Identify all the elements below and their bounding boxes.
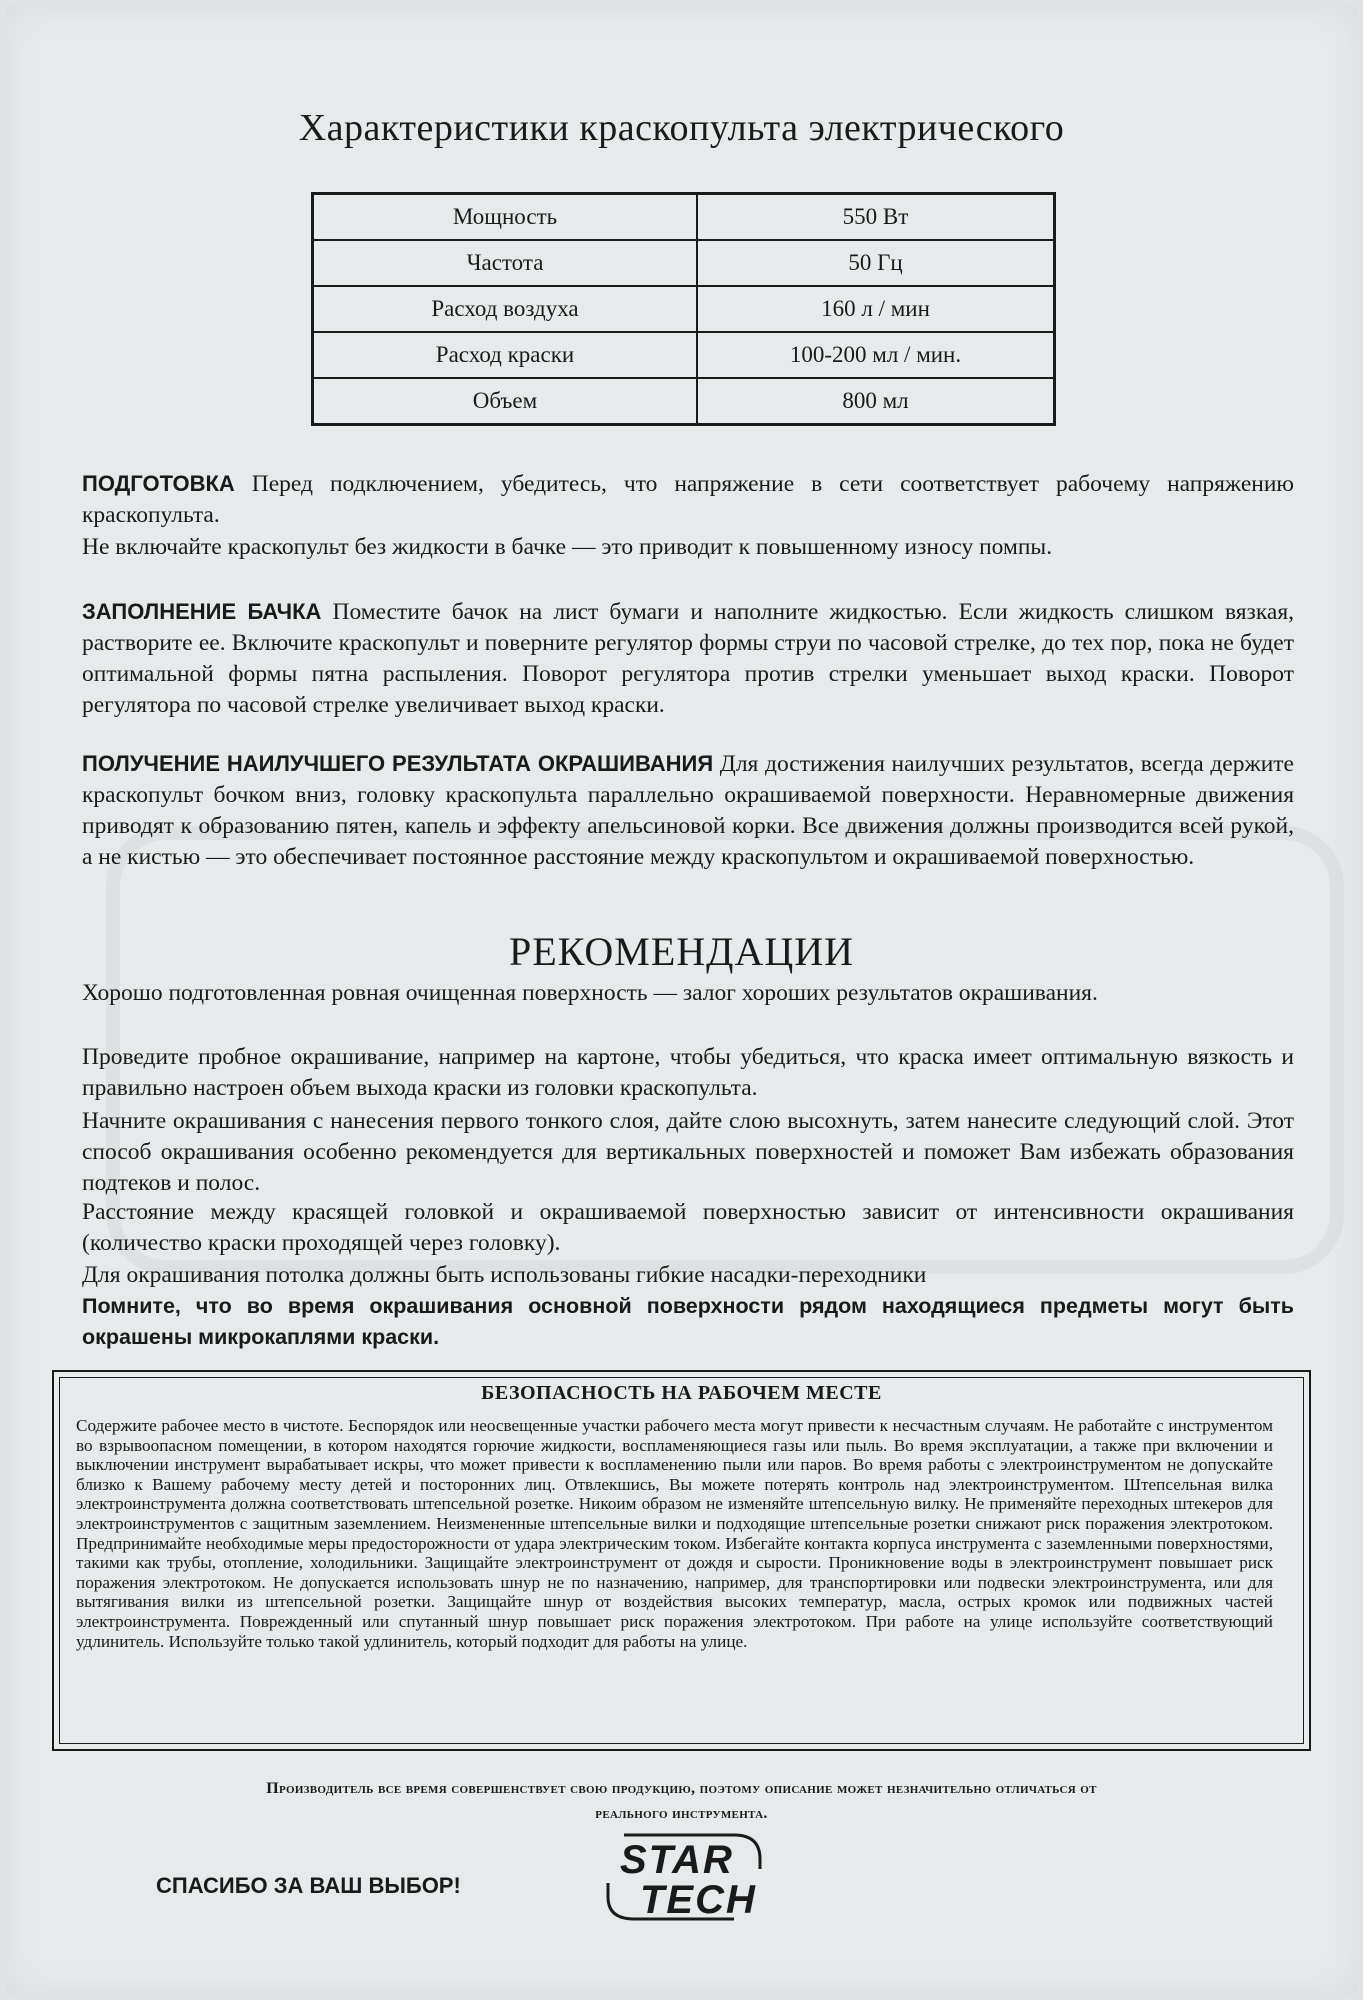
spec-label: Частота [313,240,698,286]
recommendation-1: Хорошо подготовленная ровная очищенная поверхность — залог хороших результатов окрашивания. [82,980,1098,1006]
spec-value: 550 Вт [697,194,1055,241]
best-result-heading: ПОЛУЧЕНИЕ НАИЛУЧШЕГО РЕЗУЛЬТАТА ОКРАШИВАНИЯ [82,751,714,776]
preparation-text: Перед подключением, убедитесь, что напряжение в сети соответствует рабочему напряжению краскопульта. [82,471,1294,528]
specs-table [311,192,1056,426]
table-row [313,286,1055,332]
recommendation-2: Проведите пробное окрашивание, например на картоне, чтобы убедиться, что краска имеет оптимальную вязкость и правильно настроен объем выхода краски из головки краскопульта. [82,1044,1294,1101]
disclaimer-line-1: Производитель все время совершенствует свою продукцию, поэтому описание может незначительно отличаться от [266,1780,1097,1797]
spec-label: Расход краски [313,332,698,378]
star-tech-logo [584,1821,784,1931]
spec-label: Объем [313,378,698,425]
table-row [313,194,1055,241]
page-title: Характеристики краскопульта электрического [298,107,1065,149]
best-result-paragraph [82,748,1294,873]
safety-title: БЕЗОПАСНОСТЬ НА РАБОЧЕМ МЕСТЕ [481,1382,882,1404]
manual-page [6,6,1357,1994]
recommendation-4: Расстояние между красящей головкой и окрашиваемой поверхностью зависит от интенсивности окрашивания (количество краски проходящей через головку). [82,1199,1294,1256]
disclaimer [66,1776,1297,1826]
preparation-heading: ПОДГОТОВКА [82,471,235,496]
filling-heading: ЗАПОЛНЕНИЕ БАЧКА [82,599,322,624]
filling-paragraph [82,596,1294,721]
spec-label: Расход воздуха [313,286,698,332]
recommendation-5: Для окрашивания потолка должны быть использованы гибкие насадки-переходники [82,1262,927,1288]
spec-value: 100-200 мл / мин. [697,332,1055,378]
logo-word-tech: TECH [640,1878,757,1922]
recommendations-heading: РЕКОМЕНДАЦИИ [509,929,854,974]
best-result-text: Для достижения наилучших результатов, всегда держите краскопульт бочком вниз, головку краскопульта параллельно окрашиваемой поверхности. Неравномерные движения приводят к образованию пятен, капель и эффекту апельсиновой корки. Все движения должны производится всей рукой, а не кистью — это обеспечивает постоянное расстояние между краскопультом и окрашиваемой поверхностью. [82,751,1294,870]
table-row [313,332,1055,378]
spec-value: 800 мл [697,378,1055,425]
logo-word-star: STAR [620,1838,734,1882]
thanks-text: СПАСИБО ЗА ВАШ ВЫБОР! [156,1873,461,1898]
table-row [313,378,1055,425]
paint-warning: Помните, что во время окрашивания основной поверхности рядом находящиеся предметы могут быть окрашены микрокаплями краски. [82,1294,1294,1349]
disclaimer-line-2: реального инструмента. [595,1805,768,1822]
recommendation-3: Начните окрашивания с нанесения первого тонкого слоя, дайте слою высохнуть, затем нанесите следующий слой. Этот способ окрашивания особенно рекомендуется для вертикальных поверхностей и поможет Вам избежать образования подтеков и полос. [82,1108,1294,1196]
preparation-paragraph [82,468,1294,531]
safety-text: Содержите рабочее место в чистоте. Беспорядок или неосвещенные участки рабочего места могут привести к несчастным случаям. Не работайте с инструментом во взрывоопасном помещении, в котором находятся горючие жидкости, воспламеняющиеся газы или пыль. Во время эксплуатации, а также при включении и выключении инструмент вырабатывает искры, что может привести к воспламенению пыли или паров. Во время работы с электроинструментом не допускайте близко к Вашему рабочему месту детей и посторонних лиц. Отвлекшись, Вы можете потерять контроль над электроинструментом. Штепсельная вилка электроинструмента должна соответствовать штепсельной розетке. Никоим образом не изменяйте штепсельную вилку. Не применяйте переходных штекеров для электроинструментов с защитным заземлением. Неизмененные штепсельные вилки и подходящие штепсельные розетки снижают риск поражения электротоком. Предпринимайте необходимые меры предосторожности от удара электрическим током. Избегайте контакта корпуса инструмента с заземленными поверхностями, такими как трубы, отопление, холодильники. Защищайте электроинструмент от дождя и сырости. Проникновение воды в электроинструмент повышает риск поражения электротоком. Не допускается использовать шнур не по назначению, например, для транспортировки или подвески электроинструмента, или для вытягивания вилки из штепсельной розетки. Защищайте шнур от воздействия высоких температур, масла, острых кромок или подвижных частей электроинструмента. Поврежденный или спутанный шнур повышает риск поражения электротоком. При работе на улице используйте соответствующий удлинитель. Используйте только такой удлинитель, который подходит для работы на улице. [76,1416,1273,1651]
table-row [313,240,1055,286]
spec-label: Мощность [313,194,698,241]
spec-value: 50 Гц [697,240,1055,286]
preparation-note: Не включайте краскопульт без жидкости в бачке — это приводит к повышенному износу помпы. [82,534,1053,560]
filling-text: Поместите бачок на лист бумаги и наполните жидкостью. Если жидкость слишком вязкая, растворите ее. Включите краскопульт и поверните регулятор формы струи по часовой стрелке, до тех пор, пока не будет оптимальной формы пятна распыления. Поворот регулятора против стрелки уменьшает выход краски. Поворот регулятора по часовой стрелке увеличивает выход краски. [82,599,1294,718]
safety-box [52,1370,1311,1751]
spec-value: 160 л / мин [697,286,1055,332]
